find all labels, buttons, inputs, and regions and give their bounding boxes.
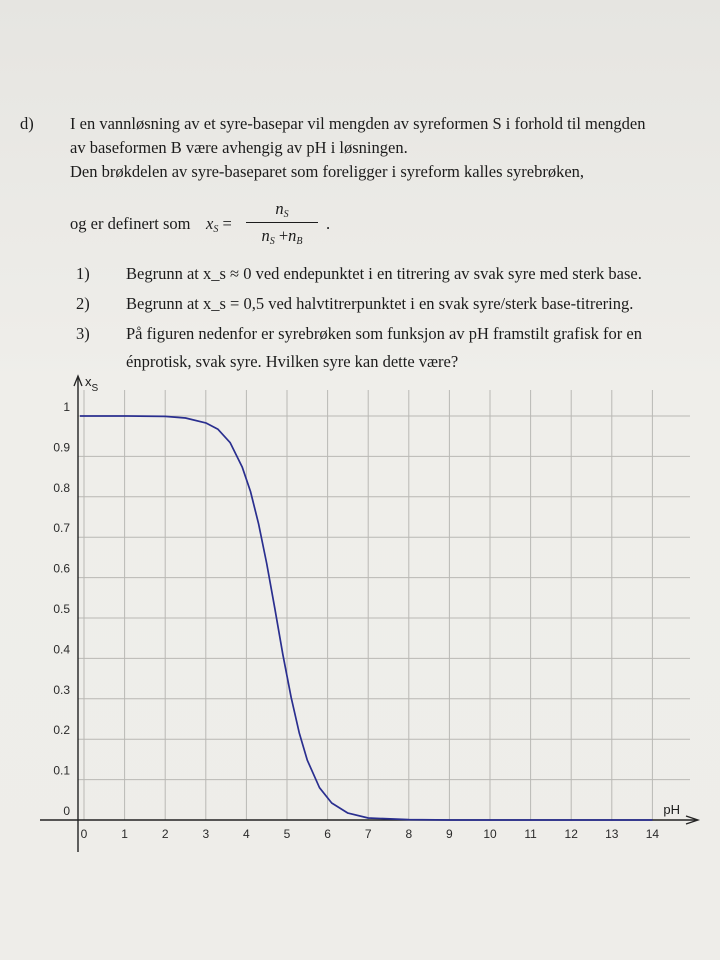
x-tick-label: 14 (645, 827, 660, 841)
intro-line-1: I en vannløsning av et syre-basepar vil mengden av syreformen S i forhold til mengden (70, 114, 646, 133)
x-tick-label: 5 (283, 827, 291, 841)
question-number: 2) (76, 294, 90, 313)
fraction-numerator: $n_S$ (275, 199, 289, 220)
x-tick-label: 11 (524, 827, 537, 841)
question-item (70, 292, 710, 322)
x-tick-label: 13 (605, 827, 619, 841)
y-tick-label: 0.4 (53, 642, 70, 657)
data-point (611, 819, 612, 820)
formula-end: . (326, 214, 331, 233)
data-point (205, 422, 206, 423)
x-tick-label: 12 (564, 827, 578, 841)
data-point (652, 819, 653, 820)
data-point (165, 416, 166, 417)
x-tick-label: 0 (80, 827, 88, 841)
fraction-bar (246, 222, 318, 223)
y-tick-label: 0.9 (53, 440, 70, 455)
data-point (230, 442, 231, 443)
fraction-denominator: $n_S +n_B$ (261, 226, 303, 247)
data-point (347, 813, 348, 814)
x-tick-label: 7 (364, 827, 372, 841)
x-tick-label: 4 (243, 827, 250, 841)
question-item (70, 262, 710, 292)
data-point (185, 417, 186, 418)
x-tick-label: 10 (483, 827, 497, 841)
data-point (242, 467, 243, 468)
y-tick-label: 0.8 (53, 480, 70, 495)
data-point (368, 817, 369, 818)
question-text: Begrunn at x_s = 0,5 ved halvtitrerpunktet i en svak syre/sterk base-titrering. (126, 294, 634, 313)
data-point (282, 654, 283, 655)
data-point (571, 819, 572, 820)
task-label: d) (20, 114, 34, 133)
y-tick-label: 0 (63, 804, 70, 818)
data-point (331, 802, 332, 803)
data-point (258, 523, 259, 524)
x-tick-label: 1 (121, 827, 128, 841)
data-point (250, 491, 251, 492)
data-point (530, 819, 531, 820)
definition-lead: og er definert som (70, 214, 191, 233)
x-tick-label: 8 (405, 827, 413, 841)
intro-line-3: Den brøkdelen av syre-baseparet som foreligger i syreform kalles syrebrøken, (70, 162, 585, 181)
data-point (79, 415, 80, 416)
data-point (319, 787, 320, 788)
x-tick-label: 3 (202, 827, 210, 841)
acid-fraction-chart (0, 360, 720, 860)
data-point (290, 697, 291, 698)
y-axis-title: $x_S$ (85, 374, 99, 394)
data-point (299, 732, 300, 733)
data-point (307, 760, 308, 761)
y-tick-label: 0.3 (53, 682, 70, 697)
question-text: Begrunn at x_s ≈ 0 ved endepunktet i en titrering av svak syre med sterk base. (126, 264, 642, 283)
data-point (217, 429, 218, 430)
formula-lhs: $x_S$ = (206, 214, 232, 235)
y-tick-label: 0.1 (53, 763, 70, 778)
x-tick-label: 9 (446, 827, 453, 841)
formula-fraction (242, 198, 322, 247)
data-point (489, 819, 490, 820)
data-point (408, 819, 409, 820)
task-intro (70, 112, 710, 184)
question-number: 3) (76, 324, 90, 343)
y-tick-label: 0.5 (53, 602, 70, 616)
x-axis-title: pH (663, 802, 680, 817)
data-point (266, 563, 267, 564)
data-point (124, 415, 125, 416)
intro-line-2: av baseformen B være avhengig av pH i løsningen. (70, 138, 408, 157)
x-tick-label: 2 (161, 827, 169, 841)
question-text: På figuren nedenfor er syrebrøken som funksjon av pH framstilt grafisk for en énprotisk, svak syre. Hvilken syre kan dette være? (126, 324, 642, 371)
data-point (274, 608, 275, 609)
data-point (449, 819, 450, 820)
x-tick-label: 6 (324, 827, 331, 841)
y-tick-label: 0.2 (53, 723, 70, 738)
y-tick-label: 1 (63, 400, 70, 414)
y-tick-label: 0.6 (53, 561, 70, 576)
question-number: 1) (76, 264, 90, 283)
y-tick-label: 0.7 (53, 521, 70, 536)
